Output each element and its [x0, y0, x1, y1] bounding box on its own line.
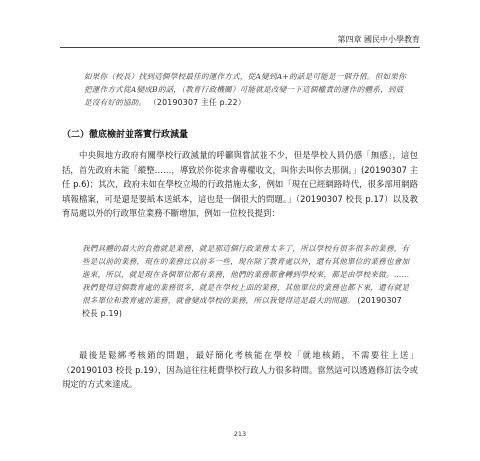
quote-1-text: 如果你（校長）找到這個學校最佳的運作方式，從A變到A+的話是可能是一個升值。但如果你把運作方式從A變成B的話，（教育行政機關）可能就是改變一下這個權責的運作的體系，到底是沒有好的協助。: [84, 72, 406, 107]
body-paragraph-1: 中央與地方政府有關學校行政減量的呼籲與嘗試並不少，但是學校人員仍感「無感」，這包括，首先政府未能「縱整……，導致於你從求會專權收文，叫你去叫你去那個。」(20190307 主任 p.6)；其次，政府未如在學校立場的行政措施太多，例如「現在已經網路時代，很多部用網路填報檔案，可是還是要紙本送紙本，這也是一個很大的問題。」（20190307 校長 p.17）以及教育局處以外的行政單位業務不斷增加，例如一位校長提到：: [62, 150, 418, 218]
page-number: 213: [233, 430, 247, 438]
running-title: 第四章 國民中小學教育: [337, 35, 420, 44]
section-heading: （二）徹底檢討並落實行政減量: [62, 130, 189, 140]
interview-quote-1: [84, 70, 410, 109]
interview-quote-2: [82, 242, 410, 320]
quote-2-text: 我們具體的最大的負擔就是業務，就是那這個行政業務太多了，所以學校有很多很多的業務，有些是以前的業務，現在的業務比以前多一些，現在除了教育處以外，還有其他單位的業務也會加進來，所以，就是現在各個單位都有業務，他們的業務都會轉到學校來，都是由學校來做。……我們覺得這個教育處的業務很多，就是在學校上面的業務，其他單位的業務也都下來，還有就是很多單位和教育處的業務，就會變成學校的業務，所以我覺得這是最大的問題。: [82, 244, 410, 305]
quote-2-reference: (20190307 校長 p.19): [82, 296, 402, 318]
header-rule: [60, 47, 420, 48]
running-header: [60, 34, 420, 48]
quote-1-reference: （20190307 主任 p.22）: [148, 98, 246, 107]
body-paragraph-2: 最後是鬆綁考核銷的問題，最好簡化考核能在學校「就地核銷，不需要往上送」（20190103 校長 p.19），因為這往往耗費學校行政人力很多時間。當然這可以透過修訂法令或規定的方式來達成。: [62, 350, 418, 389]
